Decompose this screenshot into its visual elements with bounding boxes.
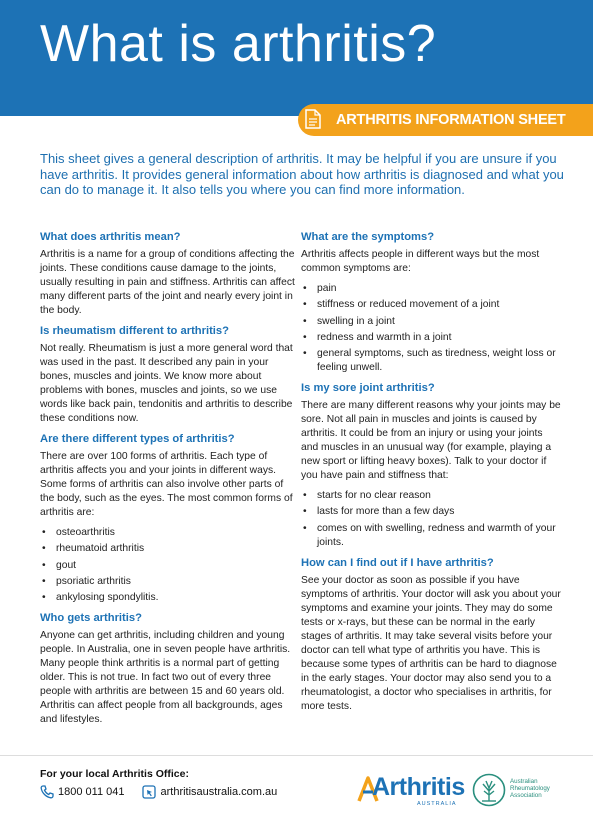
document-icon [305, 109, 321, 129]
list-item: • lasts for more than a few days [301, 505, 561, 519]
list-item: • stiffness or reduced movement of a joint [301, 298, 561, 312]
section-text: See your doctor as soon as possible if you have symptoms of arthritis. Your doctor will ask you about your symptoms and examine your joints. They may do some tests or x-rays, but these can be normal in the early stages of arthritis. It may take several visits before your doctor can tell what type of arthritis you have. This is because some types of arthritis can be hard to diagnose in the early stages. Your doctor may also send you to a rheumatologist, a doctor who specialises in arthritis, for more tests. [301, 574, 561, 712]
section-text: There are over 100 forms of arthritis. Each type of arthritis affects you and your joints in different ways. Some forms of arthritis can also involve other parts of the body, such as the eyes. The most common forms of arthritis are: [40, 451, 293, 518]
section-heading: Are there different types of arthritis? [40, 433, 235, 445]
section-heading: Is rheumatism different to arthritis? [40, 325, 229, 337]
arthritis-logo-subtext: AUSTRALIA [417, 801, 457, 807]
arthritis-australia-logo [357, 773, 467, 813]
page-title: What is arthritis? [40, 15, 437, 73]
list-item: • rheumatoid arthritis [40, 542, 295, 556]
website-link[interactable]: arthritisaustralia.com.au [160, 786, 278, 798]
ara-tree-logo [472, 773, 506, 807]
list-item: • comes on with swelling, redness and warmth of your joints. [301, 522, 561, 550]
ara-logo-text: Australian Rheumatology Association [510, 778, 550, 800]
footer-divider [0, 755, 593, 756]
web-icon [142, 785, 156, 799]
left-column [40, 230, 295, 733]
list-item: • ankylosing spondylitis. [40, 591, 295, 605]
sore-joint-list [301, 489, 561, 550]
section-text: There are many different reasons why your joints may be sore. Not all pain in muscles and joints is caused by arthritis. It could be from an injury or using your joints and muscles in an unusual way (for example, playing a new sport or lifting heavy boxes). Talk to your doctor if you have pain and stiffness that: [301, 400, 561, 482]
section-text: Not really. Rheumatism is just a more general word that was used in the past. It described any pain in your bones, muscles and joints. We know more about problems with bones, muscles and joints, so we use words like back pain, tendonitis and arthritis to describe these conditions now. [40, 343, 293, 424]
list-item: • pain [301, 282, 561, 296]
office-label: For your local Arthritis Office: [40, 768, 189, 780]
phone-number[interactable]: 1800 011 041 [58, 786, 125, 798]
section-heading: Who gets arthritis? [40, 612, 142, 625]
list-item: • starts for no clear reason [301, 489, 561, 503]
section-heading: Is my sore joint arthritis? [301, 382, 435, 395]
list-item: • general symptoms, such as tiredness, weight loss or feeling unwell. [301, 347, 561, 375]
section-heading: How can I find out if I have arthritis? [301, 556, 494, 569]
symptoms-list [301, 282, 561, 375]
arthritis-logo-text: Arthritis [372, 773, 465, 801]
section-heading: What does arthritis mean? [40, 231, 181, 243]
banner-label: ARTHRITIS INFORMATION SHEET [336, 112, 566, 128]
right-column [301, 230, 561, 720]
list-item: • psoriatic arthritis [40, 575, 295, 589]
list-item: • gout [40, 559, 295, 573]
intro-paragraph: This sheet gives a general description of arthritis. It may be helpful if you are unsure if you have arthritis. It provides general information about how arthritis is diagnosed and what you can do to manage it. It also tells you where you can find more information. [40, 151, 564, 197]
list-item: • osteoarthritis [40, 526, 295, 540]
section-heading: What are the symptoms? [301, 231, 435, 243]
section-text: Arthritis is a name for a group of conditions affecting the joints. These conditions cause damage to the joints, usually resulting in pain and stiffness. Arthritis can affect many different parts of the joint and nearly every joint in the body. [40, 249, 295, 316]
contact-row [40, 785, 277, 799]
phone-icon [40, 785, 54, 799]
section-text: Arthritis affects people in different ways but the most common symptoms are: [301, 249, 540, 274]
arthritis-types-list [40, 526, 295, 605]
header-band [0, 0, 593, 116]
ara-logo [472, 773, 582, 813]
list-item: • swelling in a joint [301, 315, 561, 329]
section-text: Anyone can get arthritis, including children and young people. In Australia, one in seven people have arthritis. Many people think arthritis is a normal part of getting older. This is not true. In fact two out of every three people with arthritis are between 15 and 60 years old. Arthritis can affect people from all backgrounds, ages and lifestyles. [40, 630, 291, 726]
list-item: • redness and warmth in a joint [301, 331, 561, 345]
